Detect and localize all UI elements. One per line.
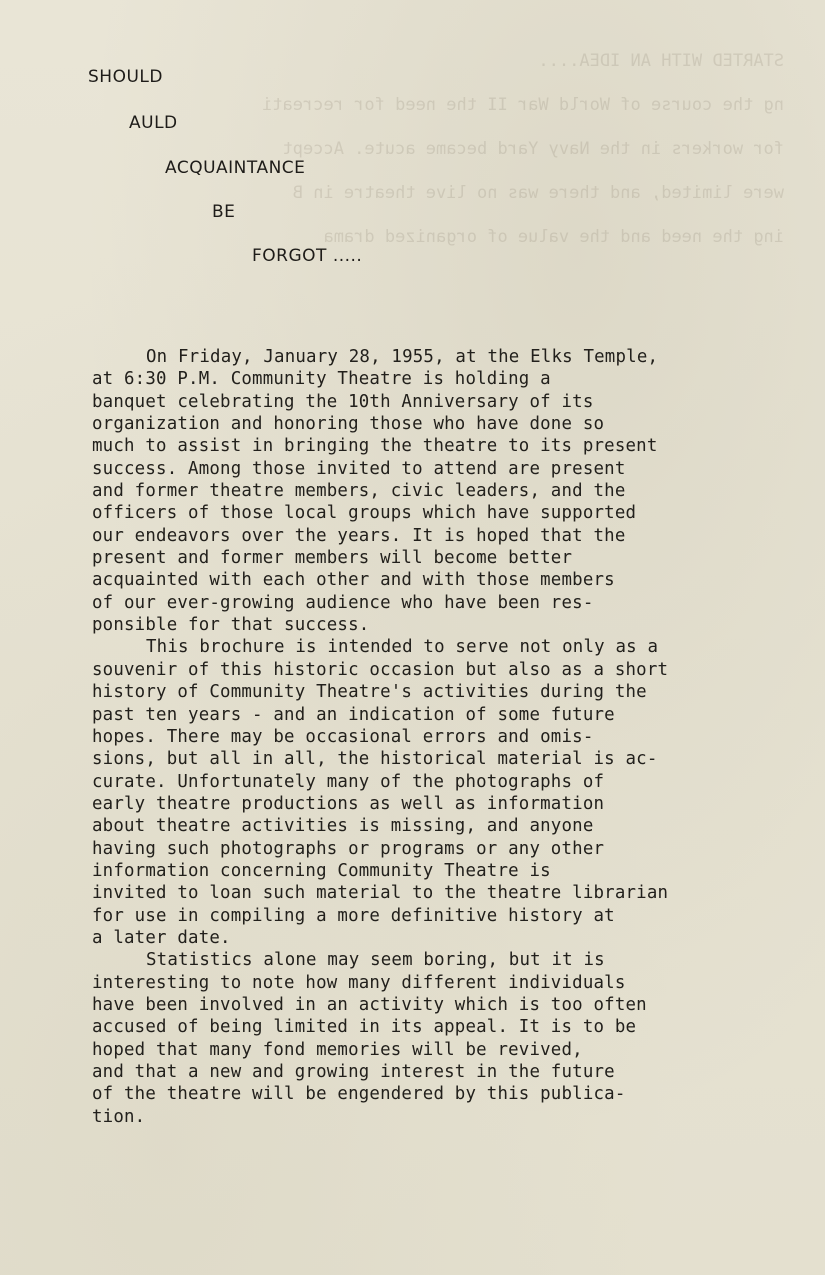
body-line: accused of being limited in its appeal. It is to be bbox=[92, 1017, 637, 1038]
bleed-line: ng the course of World War II the need for recreati bbox=[262, 95, 785, 115]
body-line: On Friday, January 28, 1955, at the Elks Temple, bbox=[146, 347, 659, 367]
heading-line-acquaintance: ACQUAINTANCE bbox=[165, 158, 306, 178]
heading-line-be: BE bbox=[212, 202, 236, 222]
body-line: Statistics alone may seem boring, but it is bbox=[146, 950, 605, 971]
body-line: hoped that many fond memories will be revived, bbox=[92, 1039, 583, 1060]
bleed-line: were limited, and there was no live theatre in B bbox=[292, 183, 785, 203]
heading-line-auld: AULD bbox=[129, 113, 178, 133]
body-line: ponsible for that success. bbox=[92, 615, 370, 636]
bleed-line: for workers in the Navy Yard became acute. Accept bbox=[282, 139, 785, 159]
body-line: have been involved in an activity which is too often bbox=[92, 994, 647, 1015]
body-line: history of Community Theatre's activities during the bbox=[92, 682, 647, 703]
body-line: a later date. bbox=[92, 927, 231, 948]
body-line: invited to loan such material to the theatre librarian bbox=[92, 883, 669, 904]
body-line: for use in compiling a more definitive history at bbox=[92, 905, 615, 926]
bleed-line: STARTED WITH AN IDEA.... bbox=[538, 51, 785, 71]
body-line: much to assist in bringing the theatre to its present bbox=[92, 436, 658, 457]
bleed-line: ing the need and the value of organized drama bbox=[323, 227, 785, 247]
body-line: tion. bbox=[92, 1106, 146, 1127]
body-text bbox=[92, 346, 752, 1128]
body-line: information concerning Community Theatre is bbox=[92, 860, 551, 881]
body-line: souvenir of this historic occasion but also as a short bbox=[92, 659, 669, 680]
body-line: at 6:30 P.M. Community Theatre is holding a bbox=[92, 369, 551, 390]
body-line: officers of those local groups which have supported bbox=[92, 503, 637, 524]
body-line: and former theatre members, civic leaders, and the bbox=[92, 481, 626, 502]
body-line: organization and honoring those who have done so bbox=[92, 414, 605, 435]
body-line: our endeavors over the years. It is hoped that the bbox=[92, 525, 626, 546]
body-line: of our ever-growing audience who have been res- bbox=[92, 592, 594, 613]
body-line: sions, but all in all, the historical material is ac- bbox=[92, 749, 658, 770]
heading-line-forgot: FORGOT ..... bbox=[252, 246, 363, 266]
body-line: banquet celebrating the 10th Anniversary of its bbox=[92, 391, 594, 412]
body-line: having such photographs or programs or any other bbox=[92, 838, 605, 859]
heading-line-should: SHOULD bbox=[88, 67, 163, 87]
body-line: past ten years - and an indication of some future bbox=[92, 704, 615, 725]
body-line: interesting to note how many different individuals bbox=[92, 972, 626, 993]
body-line: acquainted with each other and with those members bbox=[92, 570, 615, 591]
body-line: present and former members will become better bbox=[92, 548, 573, 569]
body-line: of the theatre will be engendered by this publica- bbox=[92, 1084, 626, 1105]
body-line: hopes. There may be occasional errors and omis- bbox=[92, 726, 594, 747]
body-line: about theatre activities is missing, and anyone bbox=[92, 816, 594, 837]
body-line: early theatre productions as well as information bbox=[92, 793, 605, 814]
body-line: and that a new and growing interest in the future bbox=[92, 1062, 615, 1082]
body-line: curate. Unfortunately many of the photographs of bbox=[92, 771, 605, 792]
body-line: success. Among those invited to attend are present bbox=[92, 458, 626, 479]
body-line: This brochure is intended to serve not only as a bbox=[146, 637, 659, 658]
